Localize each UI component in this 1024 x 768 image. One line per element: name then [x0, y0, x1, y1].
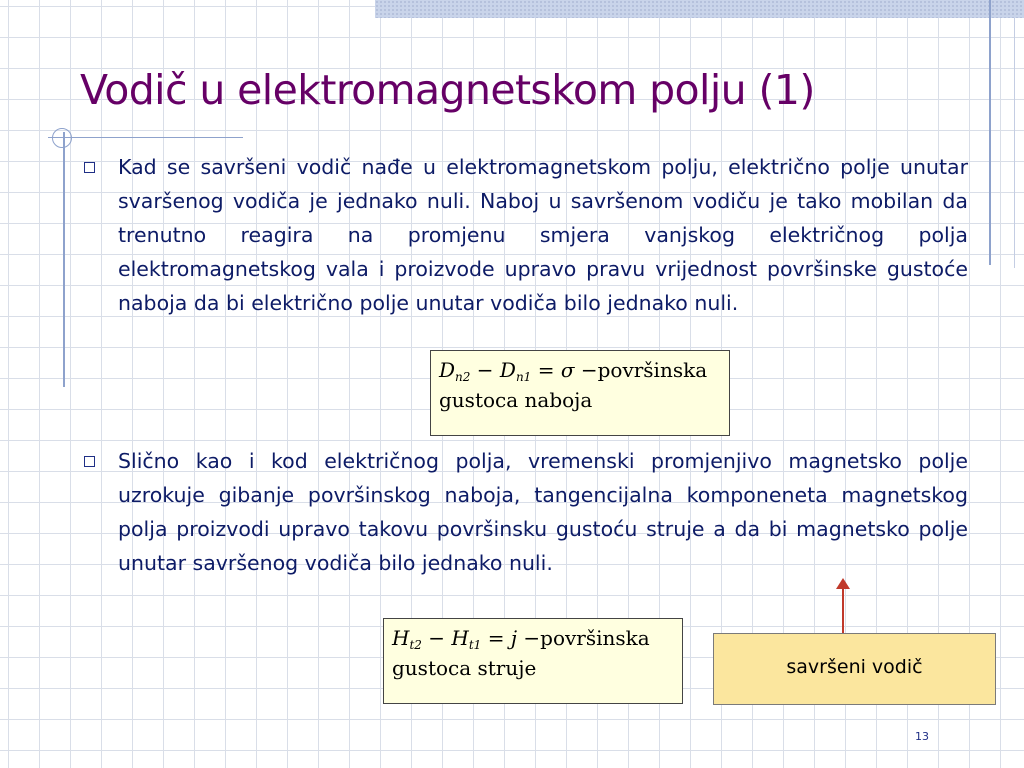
- formula-symbol: σ: [560, 358, 575, 382]
- callout-arrow-line: [842, 586, 844, 633]
- square-bullet-icon: [84, 162, 95, 173]
- decorative-circle-icon: [52, 128, 72, 148]
- formula-line-2: gustoca naboja: [439, 388, 593, 412]
- formula-subscript: n1: [515, 370, 532, 384]
- arrow-up-icon: [836, 578, 850, 589]
- square-bullet-icon: [84, 456, 95, 467]
- formula-subscript: t1: [468, 638, 482, 652]
- top-decorative-band: [375, 0, 1024, 18]
- paragraph-perfect-conductor-magnetic: Slično kao i kod električnog polja, vremenski promjenjivo magnetsko polje uzrokuje gibanje površinskog naboja, tangencijalna komponeneta magnetskog polja proizvodi upravo takovu površinsku gustoću struje a da bi magnetsko polje unutar savršenog vodiča bilo jednako nuli.: [118, 449, 968, 575]
- decorative-line: [1014, 18, 1015, 268]
- decorative-line: [63, 132, 65, 387]
- formula-operator: =: [537, 358, 555, 382]
- formula-symbol: j: [510, 626, 518, 650]
- formula-subscript: t2: [409, 638, 422, 652]
- formula-operator: −: [476, 358, 494, 382]
- title-underline: [48, 137, 243, 138]
- page-number: 13: [915, 730, 929, 743]
- formula-operator: −: [523, 626, 541, 650]
- formula-symbol: D: [499, 358, 516, 382]
- formula-operator: −: [428, 626, 446, 650]
- formula-operator: =: [487, 626, 505, 650]
- formula-surface-current-density: [383, 618, 683, 704]
- formula-symbol: D: [439, 358, 456, 382]
- paragraph-perfect-conductor-electric: Kad se savršeni vodič nađe u elektromagnetskom polju, električno polje unutar svaršenog vodiča je jednako nuli. Naboj u savršenom vodiču je tako mobilan da trenutno reagira na promjenu smjera vanjskog električnog polja elektromagnetskog vala i proizvode upravo pravu vrijednost površinske gustoće naboja da bi električno polje unutar vodiča bilo jednako nuli.: [118, 155, 968, 315]
- formula-subscript: n2: [455, 370, 471, 384]
- formula-line-1: [392, 623, 674, 653]
- formula-text: površinska: [597, 358, 708, 382]
- callout-perfect-conductor: savršeni vodič: [713, 633, 996, 705]
- formula-surface-charge-density: [430, 350, 730, 436]
- formula-symbol: H: [451, 626, 469, 650]
- formula-operator: −: [580, 358, 598, 382]
- slide-title: Vodič u elektromagnetskom polju (1): [80, 66, 815, 114]
- decorative-line: [989, 0, 991, 265]
- formula-line-2: gustoca struje: [392, 656, 537, 680]
- formula-line-1: [439, 355, 721, 385]
- formula-text: površinska: [540, 626, 650, 650]
- formula-symbol: H: [392, 626, 410, 650]
